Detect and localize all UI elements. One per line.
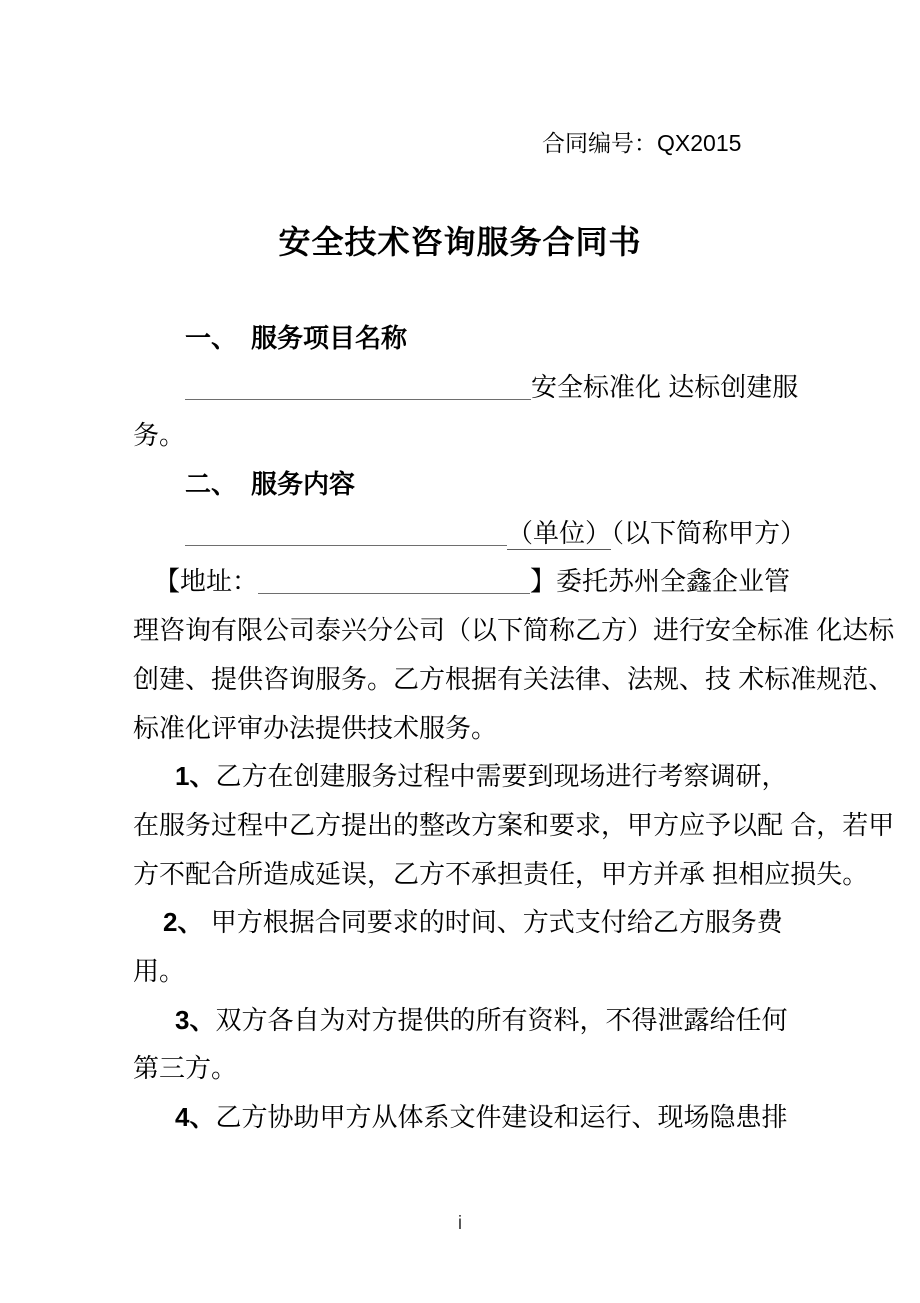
contract-number: 合同编号：QX2015	[542, 130, 742, 156]
clause-3-line	[133, 1044, 813, 1093]
clause-2-text: 用。	[133, 955, 186, 986]
clause-2-line	[133, 947, 813, 996]
section-2-paragraph-line	[133, 704, 813, 753]
address-fill-line	[133, 557, 813, 606]
clause-1-text: 在服务过程中乙方提出的整改方案和要求，甲方应予以配 合，若甲	[133, 809, 895, 840]
document-title: 安全技术咨询服务合同书	[278, 224, 642, 260]
clause-2-line	[133, 898, 813, 947]
page-number: i	[457, 1213, 463, 1234]
section-1-heading	[133, 314, 813, 363]
unit-placeholder: （单位）	[507, 517, 612, 548]
clause-2-text: 甲方根据合同要求的时间、方式支付给乙方服务费	[203, 907, 783, 938]
party-a-name-blank-underline	[185, 542, 507, 546]
clause-1-line	[133, 850, 869, 899]
clause-1-line	[133, 752, 813, 801]
section-2-heading	[133, 460, 813, 509]
address-label: 【地址：	[154, 566, 259, 597]
section-1-fill-line	[133, 363, 813, 412]
clause-3-number: 3、	[175, 1004, 216, 1035]
clause-3-text: 第三方。	[133, 1053, 238, 1084]
section-2-line-4: 创建、提供咨询服务。乙方根据有关法律、法规、技 术标准规范、	[133, 663, 895, 694]
clause-3-text: 双方各自为对方提供的所有资料，不得泄露给任何	[215, 1004, 788, 1035]
clause-4-text: 乙方协助甲方从体系文件建设和运行、现场隐患排	[215, 1102, 788, 1132]
party-a-fill-line	[133, 509, 813, 558]
clause-4-line	[133, 1093, 813, 1142]
section-1-fill-continuation	[133, 411, 813, 460]
party-a-label: （以下简称甲方）	[611, 517, 807, 548]
clause-1-line	[133, 801, 895, 850]
address-close-text: 】委托苏州全鑫企业管	[530, 566, 791, 597]
document-body	[133, 314, 895, 1142]
address-blank-underline	[258, 590, 530, 594]
section-2-marker: 二、	[185, 469, 238, 500]
section-2-line-3: 理咨询有限公司泰兴分公司（以下简称乙方）进行安全标准 化达标	[133, 615, 895, 646]
clause-1-number: 1、	[175, 761, 216, 792]
clause-3-line	[133, 996, 813, 1045]
clause-2-number: 2、	[163, 907, 204, 938]
section-1-fill-cont-text: 务。	[133, 420, 186, 451]
section-1-fill-text: 安全标准化 达标创建服	[531, 371, 799, 402]
section-2-heading-text: 服务内容	[251, 469, 356, 500]
section-2-paragraph-line	[133, 606, 895, 655]
section-1-heading-text: 服务项目名称	[251, 323, 408, 353]
clause-1-text: 乙方在创建服务过程中需要到现场进行考察调研，	[215, 761, 788, 792]
section-2-line-5: 标准化评审办法提供技术服务。	[133, 712, 498, 743]
fill-in-blank-underline	[185, 396, 531, 400]
section-2-paragraph-line	[133, 655, 895, 704]
section-1-marker: 一、	[185, 323, 238, 353]
clause-1-text: 方不配合所造成延误，乙方不承担责任，甲方并承 担相应损失。	[133, 858, 869, 889]
clause-4-number: 4、	[175, 1102, 216, 1132]
